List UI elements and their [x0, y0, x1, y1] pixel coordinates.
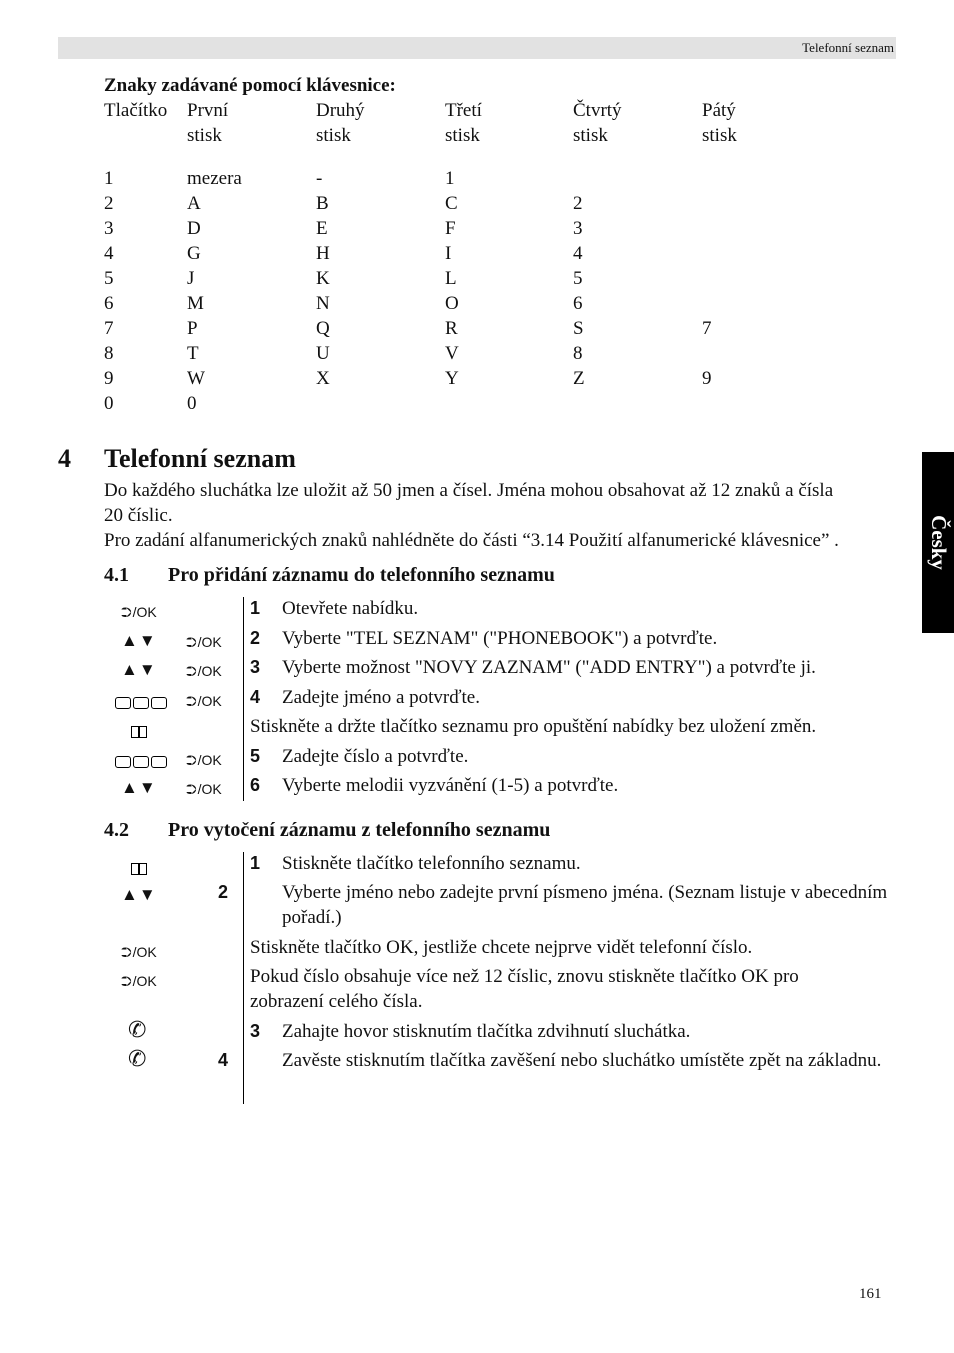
page-number: 161 [859, 1286, 882, 1302]
charmap-cell: F [445, 218, 456, 239]
phonebook-icon [131, 724, 147, 742]
charmap-cell: 5 [573, 268, 583, 289]
charmap-header: stisk [316, 125, 351, 146]
intro-line-3: Pro zadání alfanumerických znaků nahlédněte do části “3.14 Použití alfanumerické klávesnice” . [104, 530, 839, 551]
nav-arrows-icon: ▲▼ [121, 631, 157, 650]
charmap-header: stisk [573, 125, 608, 146]
running-title: Telefonní seznam [802, 40, 894, 55]
step-note: Pokud číslo obsahuje více než 12 číslic, znovu stiskněte tlačítko OK pro zobrazení celého čísla. [250, 966, 799, 1012]
charmap-cell: 4 [104, 243, 114, 264]
charmap-cell: 7 [702, 318, 712, 339]
charmap-cell: 4 [573, 243, 583, 264]
charmap-header: Třetí [445, 100, 482, 121]
step-note: Stiskněte a držte tlačítko seznamu pro opuštění nabídky bez uložení změn. [250, 716, 817, 737]
section-title: Telefonní seznam [104, 444, 296, 473]
charmap-cell: 6 [573, 293, 583, 314]
subsection-title: Pro přidání záznamu do telefonního seznamu [168, 564, 555, 586]
charmap-cell: S [573, 318, 584, 339]
charmap-cell: E [316, 218, 328, 239]
charmap-cell: D [187, 218, 201, 239]
step-note: Stiskněte tlačítko OK, jestliže chcete nejprve vidět telefonní číslo. [250, 937, 753, 958]
charmap-cell: 8 [104, 343, 114, 364]
charmap-cell: B [316, 193, 329, 214]
charmap-cell: mezera [187, 168, 242, 189]
keypad-icon [115, 695, 167, 713]
charmap-cell: K [316, 268, 330, 289]
charmap-cell: T [187, 343, 199, 364]
charmap-header: První [187, 100, 229, 121]
step: 5 Zadejte číslo a potvrďte. [250, 746, 469, 767]
ok-key-icon: ⮊ /OK [121, 604, 157, 620]
charmap-cell: J [187, 268, 195, 289]
charmap-header: Pátý [702, 100, 736, 121]
charmap-cell: N [316, 293, 330, 314]
subsection-number: 4.2 [104, 819, 129, 841]
charmap-cell: U [316, 343, 330, 364]
ok-key-icon: ⮊ /OK [186, 634, 222, 650]
charmap-cell: 5 [104, 268, 114, 289]
charmap-header: Čtvrtý [573, 100, 622, 121]
ok-key-icon: ⮊ /OK [186, 752, 222, 768]
charmap-cell: 2 [573, 193, 583, 214]
charmap-cell: M [187, 293, 204, 314]
charmap-cell: 7 [104, 318, 114, 339]
ok-key-icon: ⮊ /OK [186, 781, 222, 797]
charmap-cell: Z [573, 368, 585, 389]
section-number: 4 [58, 444, 71, 473]
charmap-title: Znaky zadávané pomocí klávesnice: [104, 75, 396, 96]
charmap-cell: L [445, 268, 457, 289]
charmap-cell: P [187, 318, 198, 339]
step: 3 Zahajte hovor stisknutím tlačítka zdvihnutí sluchátka. [250, 1021, 691, 1042]
keypad-icon [115, 754, 167, 772]
talk-key-icon: ✆ [128, 1018, 147, 1043]
charmap-cell: 0 [104, 393, 114, 414]
nav-arrows-icon: ▲▼ [121, 660, 157, 679]
step: 6 Vyberte melodii vyzvánění (1-5) a potvrďte. [250, 775, 619, 796]
phonebook-icon [131, 861, 147, 879]
charmap-cell: 0 [187, 393, 197, 414]
charmap-cell: V [445, 343, 459, 364]
step: 3 Vyberte možnost "NOVY ZAZNAM" ("ADD ENTRY") a potvrďte ji. [250, 657, 816, 678]
ok-key-icon: ⮊ /OK [186, 693, 222, 709]
charmap-cell: G [187, 243, 201, 264]
charmap-cell: I [445, 243, 452, 264]
charmap-header: stisk [187, 125, 222, 146]
language-tab [922, 452, 954, 633]
charmap-cell: 8 [573, 343, 583, 364]
charmap-cell: - [316, 168, 323, 189]
step: 2 Vyberte jméno nebo zadejte první písmeno jména. (Seznam listuje v abecedním pořadí.) [218, 882, 888, 928]
language-tab-label: Česky [926, 515, 951, 570]
charmap-cell: A [187, 193, 201, 214]
hangup-key-icon: ✆ [128, 1047, 147, 1072]
charmap-cell: 9 [104, 368, 114, 389]
running-header [58, 37, 896, 59]
charmap-cell: X [316, 368, 330, 389]
charmap-cell: 3 [104, 218, 114, 239]
intro-line-1: Do každého sluchátka lze uložit až 50 jmen a čísel. Jména mohou obsahovat až 12 znaků a čísla [104, 480, 834, 501]
steps-divider [243, 852, 244, 1104]
nav-arrows-icon: ▲▼ [121, 885, 157, 904]
ok-key-icon: ⮊ /OK [121, 973, 157, 989]
charmap-cell: O [445, 293, 459, 314]
charmap-header: Druhý [316, 100, 365, 121]
charmap-header: stisk [445, 125, 480, 146]
subsection-number: 4.1 [104, 564, 129, 586]
charmap-cell: 1 [445, 168, 455, 189]
nav-arrows-icon: ▲▼ [121, 778, 157, 797]
subsection-title: Pro vytočení záznamu z telefonního seznamu [168, 819, 551, 841]
charmap-cell: 6 [104, 293, 114, 314]
charmap-cell: R [445, 318, 458, 339]
charmap-cell: 2 [104, 193, 114, 214]
charmap-cell: Y [445, 368, 459, 389]
step: 1 Stiskněte tlačítko telefonního seznamu. [250, 853, 581, 874]
charmap-cell: C [445, 193, 458, 214]
charmap-cell: Q [316, 318, 330, 339]
step: 1 Otevřete nabídku. [250, 598, 419, 619]
charmap-cell: H [316, 243, 330, 264]
charmap-cell: 9 [702, 368, 712, 389]
step: 4 Zadejte jméno a potvrďte. [250, 687, 480, 708]
charmap-cell: W [187, 368, 205, 389]
section-intro [104, 478, 904, 553]
intro-line-2: 20 číslic. [104, 505, 173, 526]
steps-divider [243, 597, 244, 801]
charmap-header: Tlačítko [104, 100, 168, 121]
step: 4 Zavěste stisknutím tlačítka zavěšení nebo sluchátko umístěte zpět na základnu. [218, 1050, 882, 1071]
charmap-cell: 3 [573, 218, 583, 239]
ok-key-icon: ⮊ /OK [121, 944, 157, 960]
step: 2 Vyberte "TEL SEZNAM" ("PHONEBOOK") a potvrďte. [250, 628, 718, 649]
ok-key-icon: ⮊ /OK [186, 663, 222, 679]
charmap-header: stisk [702, 125, 737, 146]
charmap-cell: 1 [104, 168, 114, 189]
